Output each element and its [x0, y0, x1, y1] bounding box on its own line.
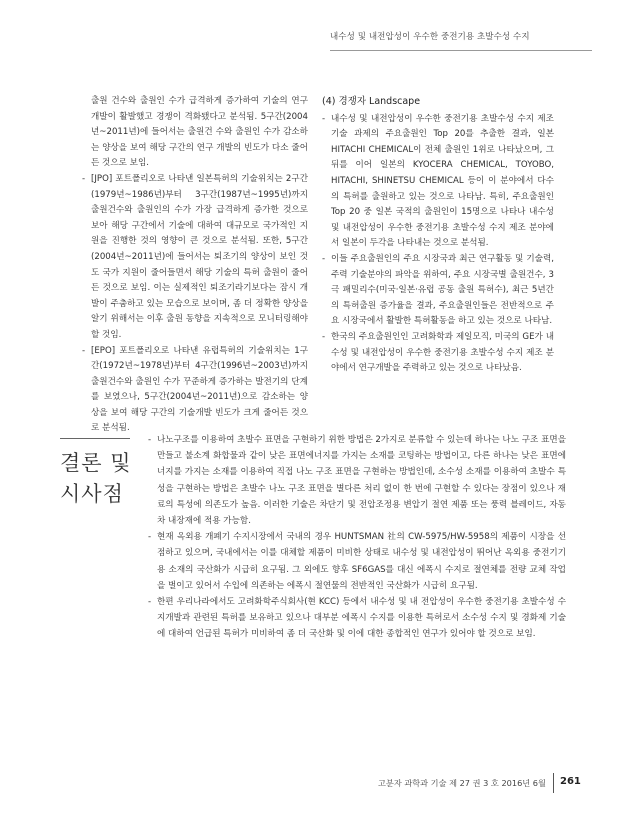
- list-item-market: [322, 252, 554, 330]
- dash-marker: -: [82, 345, 86, 356]
- continued-paragraph: 출원 건수와 출원인 수가 급격하게 증가하여 기술의 연구 개발이 활발했고 경쟁이 격화됐다고 분석됨. 5구간(2004년~2011년)에 들어서는 출원건 수와 출원인 수가 감소하는 양상을 보여 해당 구간의 연구 개발의 빈도가 다소 줄어든 것으로 보임.: [91, 96, 308, 169]
- dash-marker: -: [148, 435, 152, 445]
- list-item-text: [JPO] 포트폴리오로 나타낸 일본특허의 기술위치는 2구간(1979년~1986년)부터 3구간(1987년~1995년)까지 출원건수와 출원인의 수가 가장 급격하게 증가한 것으로 보아 해당 구간에서 기술에 대하여 대규모로 국가적인 지원을 진행한 것의 영향이 큰 것으로 분석됨. 또한, 5구간(2004년~2011년)에 들어서는 퇴조기의 양상이 보인 것도 국가 지원이 줄어들면서 해당 기술의 특허 출원이 줄어든 것으로 보임. 이는 실제적인 퇴조기라기보다는 잠시 개발이 주춤하고 있는 모습으로 보이며, 좀 더 정확한 양상을 알기 위해서는 이후 출원 동향을 지속적으로 모니터링해야 할 것임.: [91, 173, 308, 340]
- list-item-nanostructure: [148, 432, 566, 529]
- left-column: [82, 94, 308, 437]
- list-item-text: 현재 옥외용 개폐기 수지시장에서 국내의 경우 HUNTSMAN 社의 CW-5975/HW-5958의 제품이 시장을 선점하고 있으며, 국내에서는 이를 대체할 제품이 미비한 상태로 내수성 및 내전압성이 뛰어난 옥외용 중전기기용 소재의 국산화가 시급히 요구됨. 그 외에도 향후 SF6GAS를 대신 에폭시 수지로 절연체를 전량 교체 작업을 벌이고 있어서 수입에 의존하는 에폭시 절연물의 전반적인 국산화가 시급히 요구됨.: [157, 532, 566, 591]
- dash-marker: -: [148, 532, 152, 543]
- section-title-line: 시사점: [60, 482, 124, 506]
- competitor-landscape-heading: (4) 경쟁자 Landscape: [322, 96, 421, 107]
- list-item-top20: [322, 112, 554, 252]
- list-item-domestic: [148, 594, 566, 643]
- dash-marker: -: [322, 331, 326, 342]
- dash-marker: -: [322, 113, 326, 124]
- list-item-text: 한편 우리나라에서도 고려화학주식회사(현 KCC) 등에서 내수성 및 내 전압성이 우수한 중전기용 초발수성 수지개발과 관련된 특허를 보유하고 있으나 대부분 에폭시 수지를 이용한 특허로서 소수성 수지 및 경화제 기술에 대하여 언급된 특허가 미비하여 좀 더 국산화 및 이에 대한 종합적인 연구가 있어야 할 것으로 보임.: [157, 597, 566, 640]
- list-item-text: 나노구조를 이용하여 초발수 표면을 구현하기 위한 방법은 2가지로 분류할 수 있는데 하나는 나노 구조 표면을 만들고 불소계 화합물과 같이 낮은 표면에너지를 가지는 소재를 코팅하는 방법이고, 다른 하나는 낮은 표면에너지를 가지는 소재를 이용하여 직접 나노 구조 표면을 구현하는 방법인데, 소수성 소재를 이용하여 초발수 특성을 구현하는 방법은 초발수 나노 구조 표면을 별다른 처리 없이 한 번에 구현할 수 있다는 장점이 있으나 재료의 특성에 의존도가 높음. 이러한 기술은 차단기 및 전압조정용 변압기 절연 제품 또는 풍력 블레이드, 자동차 내장재에 적용 가능함.: [157, 435, 566, 527]
- footer-journal: 고분자 과학과 기술 제 27 권 3 호 2016년 6월: [378, 778, 546, 788]
- dash-marker: -: [82, 173, 86, 184]
- section-title-line: 결론 및: [60, 451, 132, 475]
- running-header: 내수성 및 내전압성이 우수한 중전기용 초발수성 수지: [330, 32, 530, 42]
- footer-divider: [553, 773, 554, 793]
- dash-marker: -: [322, 253, 326, 264]
- list-item-text: 한국의 주요출원인인 고려화학과 제일모직, 미국의 GE가 내수성 및 내전압성이 우수한 중전기용 초발수성 수지 제조 분야에서 연구개발을 주력하고 있는 것으로 나타났음.: [331, 331, 554, 374]
- list-item-text: [EPO] 포트폴리오로 나타낸 유럽특허의 기술위치는 1구간(1972년~1978년)부터 4구간(1996년~2003년)까지 출원건수와 출원인 수가 꾸준하게 증가하는 발전기의 단계를 보였으나, 5구간(2004년~2011년)으로 감소하는 양상을 보여 해당 구간의 기술개발 빈도가 크게 줄어든 것으로 분석됨.: [91, 345, 308, 434]
- page-number: 261: [560, 776, 581, 787]
- list-item-text: 내수성 및 내전압성이 우수한 중전기용 초발수성 수지 제조기술 과제의 주요출원인 Top 20를 추출한 결과, 일본 HITACHI CHEMICAL이 전체 출원인 1위로 나타났으며, 그 뒤를 이어 일본의 KYOCERA CHEMICAL, TOYOBO, HITACHI, SHINETSU CHEMICAL 등이 이 분야에서 다수의 특허를 출원하고 있는 것으로 나타남. 특히, 주요출원인 Top 20 중 일본 국적의 출원인이 15명으로 나타나 내수성 및 내전압성이 우수한 중전기용 초발수성 수지 제조 분야에서 일본이 두각을 나타내는 것으로 분석됨.: [331, 113, 554, 249]
- list-item-text: 이들 주요출원인의 주요 시장국과 최근 연구활동 및 기술력, 주력 기술분야의 파악을 위하여, 주요 시장국별 출원건수, 3극 패밀리수(미국·일본·유럽 공동 출원 특허수), 최근 5년간의 특허출원 증가율을 결과, 주요출원인들은 전반적으로 주요 시장국에서 활발한 특허활동을 하고 있는 것으로 나타남.: [331, 253, 554, 327]
- conclusion-section-title: [60, 448, 140, 510]
- list-item-market-status: [148, 529, 566, 594]
- section-rule: [60, 438, 130, 439]
- list-item-jpo: [82, 172, 308, 344]
- list-item-epo: [82, 344, 308, 438]
- dash-marker: -: [148, 597, 152, 608]
- conclusion-body: [148, 432, 566, 643]
- list-item-korea: [322, 330, 554, 377]
- right-column: [322, 94, 554, 377]
- header-rule: [330, 50, 592, 51]
